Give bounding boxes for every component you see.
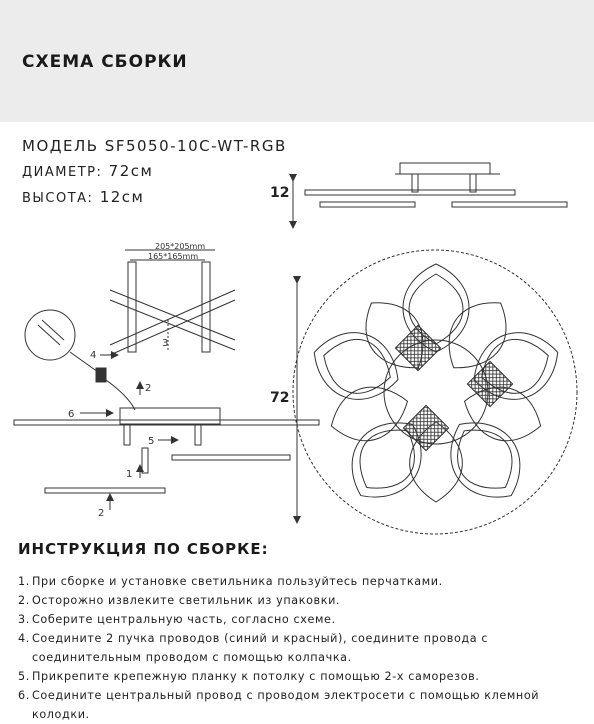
center-body	[120, 408, 220, 424]
spec-height-label: ВЫСОТА:	[22, 191, 94, 206]
callout-2a: 2	[145, 383, 152, 394]
side-ring-top	[305, 190, 515, 195]
side-rod-left	[412, 174, 418, 192]
instructions-title: ИНСТРУКЦИЯ ПО СБОРКЕ:	[18, 540, 269, 558]
callout-6: 6	[68, 409, 75, 420]
instruction-step-number: 6.	[18, 689, 30, 702]
side-ring-right	[452, 202, 567, 207]
wire-cable	[106, 380, 135, 410]
instruction-step	[18, 610, 588, 629]
callout-2b: 2	[98, 508, 105, 519]
spec-diameter-value: 72см	[108, 162, 154, 180]
top-view	[293, 250, 577, 534]
petal-ring	[304, 321, 408, 411]
instruction-step-text: Соедините центральный провод с проводом электросети с помощью клемной колодки.	[32, 689, 540, 721]
callout-4: 4	[90, 350, 97, 361]
side-rod-right	[470, 174, 476, 192]
inner-petal	[323, 376, 415, 451]
crystal-shade	[395, 325, 440, 370]
instruction-step	[18, 686, 588, 724]
wire-strands	[38, 320, 64, 345]
instruction-step-number: 3.	[18, 613, 30, 626]
rod-lower	[142, 448, 148, 473]
rod-left	[124, 425, 130, 445]
instruction-step-text: При сборке и установке светильника пользуйтесь перчатками.	[32, 575, 443, 588]
plate-outer-dim-label: 205*205mm	[155, 242, 206, 251]
callout-1: 1	[126, 469, 133, 480]
instruction-step-number: 5.	[18, 670, 30, 683]
instruction-step-text: Соберите центральную часть, согласно схеме.	[32, 613, 336, 626]
callout-3: 3	[162, 338, 169, 349]
spec-diameter-label: ДИАМЕТР:	[22, 165, 103, 180]
petal-rings	[304, 264, 568, 515]
instruction-step-text: Осторожно извлеките светильник из упаковки.	[32, 594, 341, 607]
instructions	[18, 540, 588, 724]
instruction-step	[18, 591, 588, 610]
petal-ring	[433, 405, 538, 515]
diameter-dim-label: 72	[270, 390, 290, 406]
spec-model-value: SF5050-10C-WT-RGB	[104, 137, 287, 155]
instruction-step-number: 2.	[18, 594, 30, 607]
instruction-step	[18, 629, 588, 667]
side-view	[293, 163, 567, 225]
cross-bar-a	[110, 290, 235, 340]
petal-ring	[464, 321, 568, 411]
crystal-shades	[395, 325, 512, 450]
instruction-step	[18, 572, 588, 591]
ring-bottom	[45, 488, 165, 493]
callout-5: 5	[148, 436, 155, 447]
instruction-step-number: 4.	[18, 632, 30, 645]
side-ring-left	[320, 202, 415, 207]
exploded-view	[14, 250, 319, 510]
crystal-shade	[467, 361, 512, 406]
page-title: СХЕМА СБОРКИ	[22, 52, 188, 72]
cross-bar-b	[110, 290, 235, 345]
instruction-list	[18, 572, 588, 724]
instruction-step-text: Прикрепите крепежную планку к потолку с помощью 2-х саморезов.	[32, 670, 480, 683]
cross-bar-a2	[110, 300, 235, 350]
plate-inner-dim-label: 165*165mm	[148, 252, 199, 261]
inner-petal	[432, 288, 522, 384]
instruction-step-text: Соедините 2 пучка проводов (синий и красный), соедините провода с соединительным проводом с помощью колпачка.	[32, 632, 489, 664]
wire-connector	[96, 368, 106, 382]
plate-post-left	[128, 262, 136, 352]
rod-right	[195, 425, 201, 445]
height-dim-label: 12	[270, 185, 290, 201]
ring-mid	[172, 455, 290, 460]
spec-height-value: 12см	[99, 188, 145, 206]
spec-model-label: МОДЕЛЬ	[22, 137, 99, 155]
instruction-step	[18, 667, 588, 686]
instruction-step-number: 1.	[18, 575, 30, 588]
side-mount-box	[400, 163, 490, 174]
wire-detail-circle	[25, 310, 75, 360]
cross-bar-b2	[110, 300, 235, 355]
